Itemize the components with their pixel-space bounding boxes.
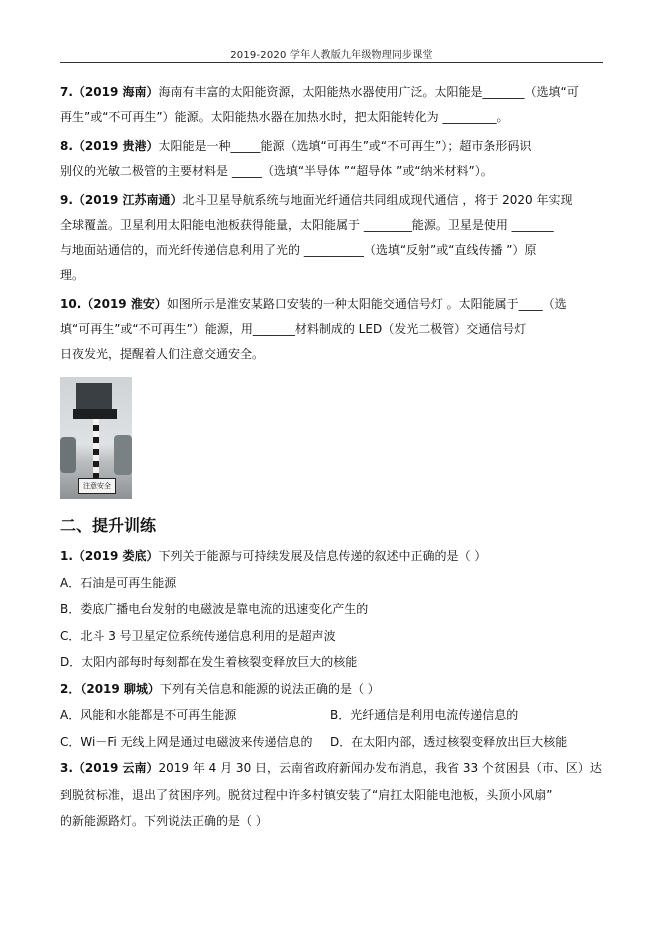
practice-question-3: [60, 755, 603, 835]
photo-signal-box: [73, 409, 117, 419]
question-10-line-1: 如图所示是淮安某路口安装的一种太阳能交通信号灯 。太阳能属于____（选: [166, 297, 567, 311]
photo-tree-right: [114, 435, 132, 475]
section-title: 二、提升训练: [60, 516, 157, 535]
practice-question-2-option-d: D．在太阳内部，透过核裂变释放出巨大核能: [330, 734, 568, 749]
photo-safety-sign: 注意安全: [78, 478, 116, 494]
practice-question-1-option-d: D．太阳内部每时每刻都在发生着核裂变释放巨大的核能: [60, 655, 358, 669]
question-9-source: 9.（2019 江苏南通）: [60, 193, 183, 207]
question-9-line-3: 与地面站通信的，而光纤传递信息利用了光的 __________（选填“反射”或“直线传播 ”）原: [60, 243, 537, 257]
practice-question-3-line-3: 的新能源路灯。下列说法正确的是（ ）: [60, 814, 268, 828]
practice-question-1-option-a: A．石油是可再生能源: [60, 575, 177, 590]
question-9-line-2: 全球覆盖。卫星利用太阳能电池板获得能量，太阳能属于 ________能源。卫星是使用 _______: [60, 218, 554, 232]
question-8: [60, 134, 603, 184]
photo-striped-pole: [93, 419, 99, 483]
solar-traffic-light-photo: [60, 377, 132, 499]
document-body: [60, 80, 603, 835]
question-9-line-4: 理。: [60, 268, 85, 282]
question-7-line-1: 海南有丰富的太阳能资源，太阳能热水器使用广泛。太阳能是_______（选填“可: [158, 85, 579, 99]
question-8-source: 8.（2019 贵港）: [60, 139, 159, 153]
practice-question-2-source: 2．（2019 聊城）: [60, 681, 160, 696]
practice-question-1-source: 1.（2019 娄底）: [60, 549, 159, 563]
question-7-source: 7.（2019 海南）: [60, 85, 159, 99]
practice-question-3-line-2: 到脱贫标准，退出了贫困序列。脱贫过程中许多村镇安装了“肩扛太阳能电池板，头顶小风扇”: [60, 787, 553, 802]
photo-solar-panel: [76, 383, 112, 409]
question-7-line-2: 再生”或“不可再生”）能源。太阳能热水器在加热水时，把太阳能转化为 _________。: [60, 110, 509, 124]
practice-question-2-option-c: C．Wi－Fi 无线上网是通过电磁波来传递信息的: [60, 734, 313, 749]
question-8-line-1: 太阳能是一种_____能源（选填“可再生”或“不可再生”）；超市条形码识: [158, 139, 532, 153]
practice-question-1-stem: 下列关于能源与可持续发展及信息传递的叙述中正确的是（ ）: [158, 549, 487, 563]
page-header: 2019-2020 学年人教版九年级物理同步课堂: [230, 50, 433, 61]
photo-tree-left: [60, 437, 76, 473]
question-10-line-2: 填“可再生”或“不可再生”）能源，用_______材料制成的 LED（发光二极管）交通信号灯: [60, 322, 527, 336]
question-10-line-3: 日夜发光，提醒着人们注意交通安全。: [60, 347, 265, 361]
question-9-line-1: 北斗卫星导航系统与地面光纤通信共同组成现代通信 ，将于 2020 年实现: [182, 193, 573, 207]
practice-question-2: [60, 676, 603, 756]
practice-question-3-line-1: 2019 年 4 月 30 日，云南省政府新闻办发布消息，我省 33 个贫困县（市、区）达: [158, 761, 602, 775]
practice-question-2-option-b: B．光纤通信是利用电流传递信息的: [330, 708, 519, 722]
practice-question-1-option-c: C．北斗 3 号卫星定位系统传递信息利用的是超声波: [60, 628, 336, 643]
question-9: [60, 188, 603, 288]
question-10: [60, 292, 603, 367]
question-8-line-2: 别仪的光敏二极管的主要材料是 _____（选填“半导体 ”“超导体 ”或“纳米材料”）。: [60, 164, 493, 178]
question-7: [60, 80, 603, 130]
header-divider: [60, 62, 603, 63]
practice-question-2-stem: 下列有关信息和能源的说法正确的是（ ）: [159, 681, 380, 696]
question-10-source: 10.（2019 淮安）: [60, 297, 167, 311]
practice-question-1-option-b: B．娄底广播电台发射的电磁波是靠电流的迅速变化产生的: [60, 602, 369, 616]
practice-question-1: [60, 543, 603, 676]
practice-question-3-source: 3.（2019 云南）: [60, 761, 159, 775]
practice-question-2-option-a: A．风能和水能都是不可再生能源: [60, 708, 237, 722]
